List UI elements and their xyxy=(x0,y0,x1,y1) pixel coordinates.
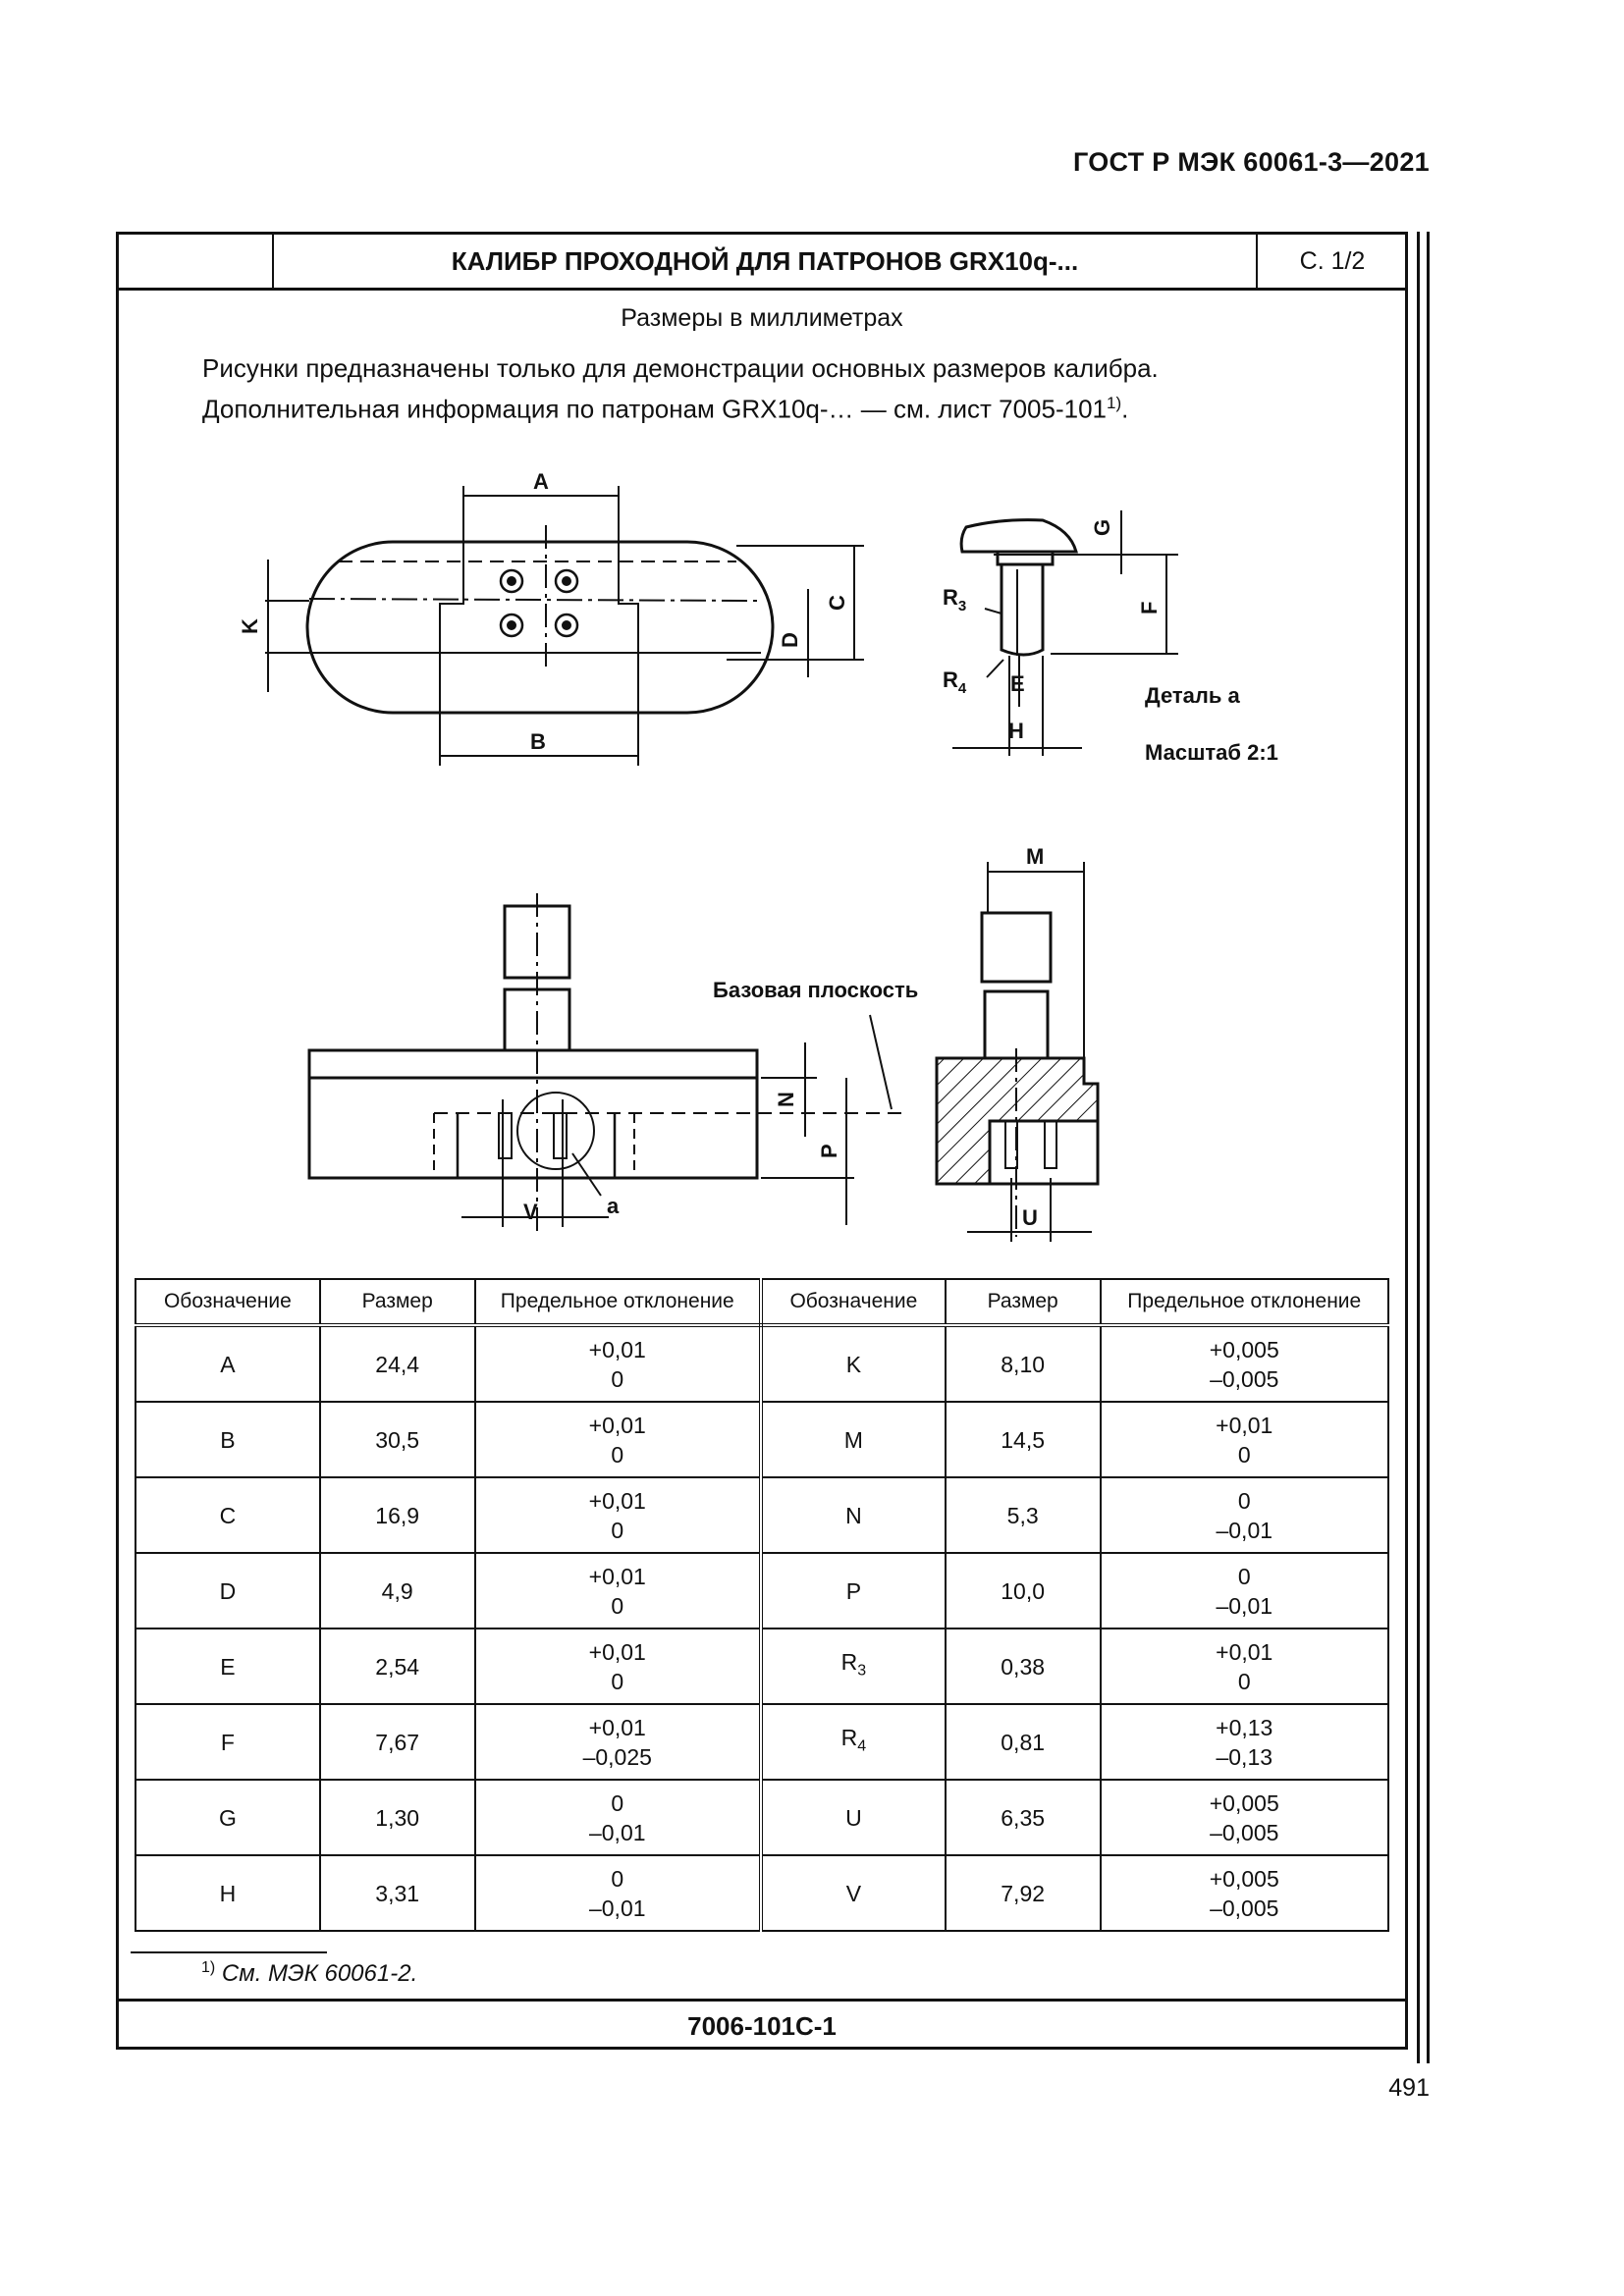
size-value: 24,4 xyxy=(375,1351,420,1377)
base-plane-label: Базовая плоскость xyxy=(713,978,919,1002)
symbol: F xyxy=(220,1729,235,1755)
label-R3-letter: R xyxy=(943,585,958,610)
symbol-cell xyxy=(135,1402,320,1477)
header-cell: Размер xyxy=(946,1279,1101,1325)
header-cell: Предельное отклонение xyxy=(475,1279,761,1325)
size-value: 7,92 xyxy=(1001,1880,1046,1906)
size-value: 2,54 xyxy=(375,1653,420,1680)
deviation-cell xyxy=(475,1553,761,1629)
header-cell: Обозначение xyxy=(135,1279,320,1325)
symbol-cell xyxy=(761,1553,946,1629)
deviation-cell xyxy=(475,1477,761,1553)
deviation-lower: –0,005 xyxy=(1210,1819,1279,1845)
deviation-upper: +0,01 xyxy=(1216,1412,1273,1438)
deviation-cell xyxy=(475,1855,761,1931)
table-row xyxy=(135,1629,1388,1704)
label-K: K xyxy=(238,618,262,634)
standard-number: ГОСТ Р МЭК 60061-3—2021 xyxy=(1072,147,1430,177)
label-A: A xyxy=(533,469,549,494)
header-cell: Обозначение xyxy=(761,1279,946,1325)
size-cell xyxy=(946,1477,1101,1553)
deviation-cell xyxy=(1101,1780,1388,1855)
label-M: M xyxy=(1026,844,1045,869)
deviation-lower: –0,005 xyxy=(1210,1895,1279,1921)
deviation-upper: +0,005 xyxy=(1209,1789,1279,1816)
deviation-cell xyxy=(1101,1855,1388,1931)
label-F: F xyxy=(1137,601,1162,614)
deviation-upper: +0,01 xyxy=(588,1412,646,1438)
symbol-cell xyxy=(761,1704,946,1780)
header-cell: Предельное отклонение xyxy=(1101,1279,1388,1325)
symbol-cell xyxy=(135,1477,320,1553)
symbol: N xyxy=(845,1502,862,1528)
size-cell xyxy=(946,1553,1101,1629)
deviation-cell xyxy=(1101,1325,1388,1402)
size-cell xyxy=(320,1855,475,1931)
deviation-upper: +0,01 xyxy=(588,1638,646,1665)
size-value: 5,3 xyxy=(1006,1502,1039,1528)
size-cell xyxy=(320,1325,475,1402)
size-cell xyxy=(320,1704,475,1780)
label-H: H xyxy=(1008,719,1024,743)
symbol-cell xyxy=(135,1629,320,1704)
symbol-cell xyxy=(761,1629,946,1704)
label-R4 xyxy=(943,667,967,697)
symbol: C xyxy=(219,1502,237,1528)
deviation-upper: +0,01 xyxy=(588,1487,646,1514)
deviation-upper: +0,005 xyxy=(1209,1865,1279,1892)
label-R4-letter: R xyxy=(943,667,958,692)
size-cell xyxy=(320,1629,475,1704)
footnote-rule xyxy=(131,1951,327,1953)
deviation-upper: +0,13 xyxy=(1216,1714,1273,1740)
symbol-cell xyxy=(135,1553,320,1629)
size-value: 16,9 xyxy=(375,1502,420,1528)
deviation-lower: 0 xyxy=(611,1592,624,1619)
deviation-upper: +0,01 xyxy=(588,1563,646,1589)
size-cell xyxy=(946,1325,1101,1402)
table-row xyxy=(135,1780,1388,1855)
deviation-cell xyxy=(1101,1704,1388,1780)
page-number: 491 xyxy=(1388,2074,1430,2102)
deviation-lower: 0 xyxy=(1237,1441,1251,1468)
deviation-cell xyxy=(1101,1629,1388,1704)
size-cell xyxy=(946,1855,1101,1931)
deviation-upper: 0 xyxy=(1237,1487,1251,1514)
label-R3-sub: 3 xyxy=(957,598,967,614)
symbol: D xyxy=(219,1577,237,1604)
symbol-cell xyxy=(135,1704,320,1780)
symbol: P xyxy=(845,1577,862,1604)
intro-note-text: Дополнительная информация по патронам GRX10q-… — см. лист 7005-101 xyxy=(202,394,1108,424)
deviation-cell xyxy=(1101,1477,1388,1553)
size-cell xyxy=(946,1704,1101,1780)
symbol: R xyxy=(840,1648,858,1675)
size-value: 30,5 xyxy=(375,1426,420,1453)
footnote-ref: 1) xyxy=(1107,394,1122,412)
deviation-cell xyxy=(475,1402,761,1477)
deviation-upper: +0,01 xyxy=(588,1714,646,1740)
label-R3 xyxy=(943,585,966,614)
size-cell xyxy=(320,1553,475,1629)
symbol: E xyxy=(220,1653,236,1680)
footnote-text: См. МЭК 60061-2. xyxy=(221,1960,418,1987)
table-row xyxy=(135,1402,1388,1477)
dimensions-table xyxy=(135,1278,1389,1932)
size-value: 3,31 xyxy=(375,1880,420,1906)
label-B: B xyxy=(530,729,546,754)
size-cell xyxy=(946,1780,1101,1855)
deviation-cell xyxy=(475,1704,761,1780)
symbol: H xyxy=(219,1880,237,1906)
symbol-cell xyxy=(135,1325,320,1402)
symbol-cell xyxy=(761,1780,946,1855)
symbol: R xyxy=(840,1724,858,1750)
size-value: 6,35 xyxy=(1001,1804,1046,1831)
size-cell xyxy=(320,1780,475,1855)
size-value: 0,81 xyxy=(1001,1729,1046,1755)
deviation-lower: 0 xyxy=(611,1668,624,1694)
intro-note-end: . xyxy=(1121,394,1129,424)
symbol: A xyxy=(220,1351,236,1377)
label-C: C xyxy=(825,595,849,611)
symbol-cell xyxy=(135,1855,320,1931)
deviation-lower: –0,01 xyxy=(588,1895,646,1921)
units-note: Размеры в миллиметрах xyxy=(621,304,903,332)
sheet-ref: С. 1/2 xyxy=(1256,235,1407,288)
label-R4-sub: 4 xyxy=(957,680,967,697)
size-value: 7,67 xyxy=(375,1729,420,1755)
deviation-cell xyxy=(1101,1402,1388,1477)
symbol-cell xyxy=(761,1855,946,1931)
label-G: G xyxy=(1090,518,1114,536)
symbol: K xyxy=(845,1351,862,1377)
deviation-cell xyxy=(475,1780,761,1855)
table-row xyxy=(135,1855,1388,1931)
symbol: M xyxy=(843,1426,863,1453)
label-D: D xyxy=(778,632,802,648)
deviation-lower: –0,01 xyxy=(588,1819,646,1845)
label-V: V xyxy=(523,1200,538,1224)
table-row xyxy=(135,1325,1388,1402)
label-N: N xyxy=(774,1092,798,1107)
size-value: 8,10 xyxy=(1001,1351,1046,1377)
deviation-lower: 0 xyxy=(1237,1668,1251,1694)
table-body xyxy=(135,1325,1388,1931)
deviation-lower: –0,025 xyxy=(582,1743,652,1770)
symbol-cell xyxy=(761,1477,946,1553)
deviation-lower: –0,005 xyxy=(1210,1365,1279,1392)
deviation-cell xyxy=(1101,1553,1388,1629)
label-P: P xyxy=(817,1144,841,1158)
deviation-lower: 0 xyxy=(611,1441,624,1468)
symbol-cell xyxy=(761,1325,946,1402)
deviation-upper: 0 xyxy=(1237,1563,1251,1589)
size-value: 4,9 xyxy=(381,1577,413,1604)
symbol-cell xyxy=(761,1402,946,1477)
deviation-cell xyxy=(475,1325,761,1402)
label-a: a xyxy=(607,1194,620,1218)
deviation-upper: 0 xyxy=(611,1865,624,1892)
deviation-upper: +0,01 xyxy=(588,1336,646,1362)
sheet-code: 7006-101C-1 xyxy=(116,1999,1408,2050)
symbol-subscript: 3 xyxy=(857,1662,867,1680)
symbol-subscript: 4 xyxy=(857,1737,867,1755)
table-row xyxy=(135,1553,1388,1629)
deviation-lower: 0 xyxy=(611,1365,624,1392)
size-cell xyxy=(320,1477,475,1553)
deviation-upper: +0,01 xyxy=(1216,1638,1273,1665)
scale-caption: Масштаб 2:1 xyxy=(1145,740,1278,765)
symbol: U xyxy=(845,1804,862,1831)
size-cell xyxy=(320,1402,475,1477)
size-value: 0,38 xyxy=(1001,1653,1046,1680)
table-row xyxy=(135,1704,1388,1780)
deviation-lower: 0 xyxy=(611,1517,624,1543)
footnote xyxy=(201,1959,417,1988)
size-cell xyxy=(946,1402,1101,1477)
label-U: U xyxy=(1022,1205,1038,1230)
deviation-lower: –0,01 xyxy=(1216,1517,1273,1543)
symbol-cell xyxy=(135,1780,320,1855)
detail-caption: Деталь a xyxy=(1145,683,1240,708)
symbol: G xyxy=(218,1804,237,1831)
deviation-lower: –0,01 xyxy=(1216,1592,1273,1619)
deviation-lower: –0,13 xyxy=(1216,1743,1273,1770)
label-E: E xyxy=(1010,671,1025,696)
symbol: V xyxy=(845,1880,862,1906)
size-value: 14,5 xyxy=(1001,1426,1046,1453)
size-cell xyxy=(946,1629,1101,1704)
size-value: 1,30 xyxy=(375,1804,420,1831)
deviation-upper: 0 xyxy=(611,1789,624,1816)
header-cell: Размер xyxy=(320,1279,475,1325)
intro-note-line1: Рисунки предназначены только для демонстрации основных размеров калибра. xyxy=(202,353,1159,383)
table-header-row xyxy=(135,1279,1388,1325)
deviation-cell xyxy=(475,1629,761,1704)
sheet-title: КАЛИБР ПРОХОДНОЙ ДЛЯ ПАТРОНОВ GRX10q-... xyxy=(451,246,1079,276)
table-row xyxy=(135,1477,1388,1553)
footnote-mark: 1) xyxy=(201,1959,216,1976)
symbol: B xyxy=(220,1426,236,1453)
deviation-upper: +0,005 xyxy=(1209,1336,1279,1362)
size-value: 10,0 xyxy=(1001,1577,1046,1604)
